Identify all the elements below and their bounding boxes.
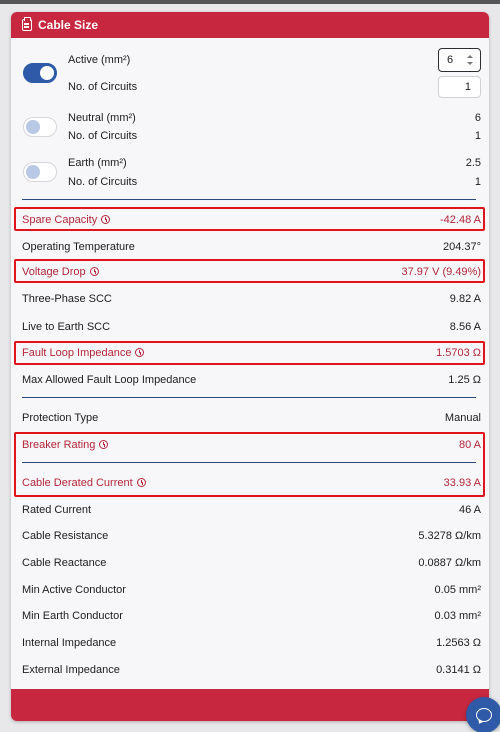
select-arrows-icon <box>467 55 473 65</box>
external-impedance-label: External Impedance <box>22 664 120 676</box>
card-header <box>11 12 489 38</box>
three-phase-scc-label: Three-Phase SCC <box>22 293 112 305</box>
voltage-drop-label: Voltage Drop <box>22 266 99 278</box>
live-to-earth-scc-label: Live to Earth SCC <box>22 321 111 333</box>
earth-circuits-label: No. of Circuits <box>68 176 138 188</box>
clipboard-icon <box>22 19 32 31</box>
operating-temperature-value: 204.37° <box>442 241 481 253</box>
neutral-circuits-value: 1 <box>474 130 481 142</box>
min-earth-conductor-label: Min Earth Conductor <box>22 610 123 622</box>
min-active-conductor-label: Min Active Conductor <box>22 584 126 596</box>
cable-resistance-value: 5.3278 Ω/km <box>418 530 481 542</box>
protection-type-label: Protection Type <box>22 412 99 424</box>
max-fault-loop-impedance-value: 1.25 Ω <box>448 374 481 386</box>
active-circuits-label: No. of Circuits <box>68 81 138 93</box>
section-divider <box>22 199 476 200</box>
active-circuits-input[interactable] <box>438 76 481 98</box>
breaker-divider <box>22 462 476 463</box>
internal-impedance-value: 1.2563 Ω <box>436 637 481 649</box>
spare-capacity-value: -42.48 A <box>440 214 481 226</box>
neutral-circuits-label: No. of Circuits <box>68 130 138 142</box>
card-title: Cable Size <box>38 18 99 32</box>
active-size-value: 6 <box>447 54 454 66</box>
breaker-rating-label: Breaker Rating <box>22 439 108 451</box>
earth-size-label: Earth (mm²) <box>68 157 127 169</box>
cable-derated-current-label: Cable Derated Current <box>22 477 146 489</box>
info-icon[interactable] <box>135 348 144 357</box>
neutral-toggle[interactable] <box>23 117 57 137</box>
earth-size-value: 2.5 <box>465 157 481 169</box>
fault-loop-impedance-value: 1.5703 Ω <box>436 347 481 359</box>
info-icon[interactable] <box>101 215 110 224</box>
earth-circuits-value: 1 <box>474 176 481 188</box>
info-icon[interactable] <box>137 478 146 487</box>
min-earth-conductor-value: 0.03 mm² <box>434 610 481 622</box>
neutral-size-value: 6 <box>474 112 481 124</box>
rated-current-value: 46 A <box>458 504 481 516</box>
info-icon[interactable] <box>90 267 99 276</box>
chat-button[interactable] <box>466 697 500 732</box>
active-size-select[interactable] <box>438 48 481 72</box>
window-top-edge <box>0 0 500 4</box>
max-fault-loop-impedance-label: Max Allowed Fault Loop Impedance <box>22 374 197 386</box>
active-circuits-value: 1 <box>464 81 471 93</box>
operating-temperature-label: Operating Temperature <box>22 241 135 253</box>
cable-derated-current-value: 33.93 A <box>443 477 481 489</box>
three-phase-scc-value: 9.82 A <box>449 293 481 305</box>
external-impedance-value: 0.3141 Ω <box>436 664 481 676</box>
protection-type-value: Manual <box>444 412 481 424</box>
breaker-rating-value: 80 A <box>458 439 481 451</box>
live-to-earth-scc-value: 8.56 A <box>449 321 481 333</box>
internal-impedance-label: Internal Impedance <box>22 637 117 649</box>
cable-size-card <box>11 12 489 721</box>
section-divider <box>22 397 476 398</box>
rated-current-label: Rated Current <box>22 504 92 516</box>
earth-toggle[interactable] <box>23 162 57 182</box>
cable-reactance-label: Cable Reactance <box>22 557 107 569</box>
spare-capacity-label: Spare Capacity <box>22 214 110 226</box>
voltage-drop-value: 37.97 V (9.49%) <box>401 266 481 278</box>
info-icon[interactable] <box>99 440 108 449</box>
active-size-label: Active (mm²) <box>68 54 131 66</box>
chat-icon <box>476 708 492 722</box>
neutral-size-label: Neutral (mm²) <box>68 112 136 124</box>
card-footer <box>11 689 489 721</box>
cable-reactance-value: 0.0887 Ω/km <box>418 557 481 569</box>
fault-loop-impedance-label: Fault Loop Impedance <box>22 347 144 359</box>
cable-resistance-label: Cable Resistance <box>22 530 109 542</box>
active-toggle[interactable] <box>23 63 57 83</box>
min-active-conductor-value: 0.05 mm² <box>434 584 481 596</box>
